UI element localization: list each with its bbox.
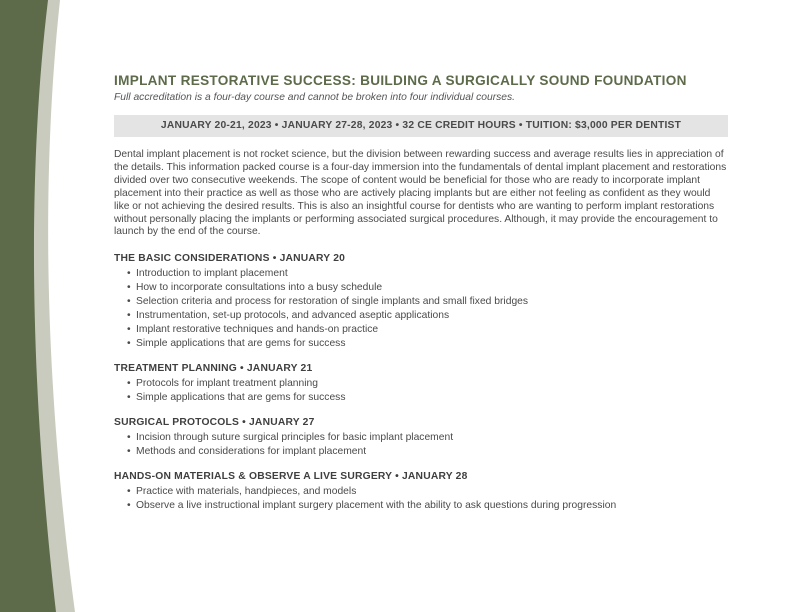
page-title: IMPLANT RESTORATIVE SUCCESS: BUILDING A SURGICALLY SOUND FOUNDATION	[114, 73, 687, 88]
list-item-text: Implant restorative techniques and hands-on practice	[136, 324, 379, 336]
document-content	[114, 72, 728, 513]
bullet: •	[127, 310, 131, 322]
list-item-text: Introduction to implant placement	[136, 268, 288, 280]
list-item	[114, 309, 728, 323]
topic-list	[114, 377, 728, 405]
section-basic-considerations	[114, 252, 728, 351]
list-item-text: Observe a live instructional implant surgery placement with the ability to ask questions during progression	[136, 500, 617, 512]
topic-list	[114, 267, 728, 351]
list-item	[114, 445, 728, 459]
list-item-text: Instrumentation, set-up protocols, and advanced aseptic applications	[136, 310, 450, 322]
topic-list	[114, 431, 728, 459]
list-item	[114, 499, 728, 513]
list-item-text: Incision through suture surgical principles for basic implant placement	[136, 432, 454, 444]
section-title: HANDS-ON MATERIALS & OBSERVE A LIVE SURGERY • JANUARY 28	[114, 471, 468, 483]
list-item-text: Practice with materials, handpieces, and models	[136, 486, 357, 498]
section-title: THE BASIC CONSIDERATIONS • JANUARY 20	[114, 253, 346, 265]
list-item	[114, 391, 728, 405]
intro-paragraph: Dental implant placement is not rocket science, but the division between rewarding success and average results lies in appreciation of the details. This information packed course is a four-day immersion into the fundamentals of dental implant placement and restorations divided over two consecutive weekends. The scope of content would be beneficial for those who are ready to incorporate implant placement into their practice as well as those who are actively placing implants but are either not feeling as confident as they would like or not achieving the desired results. This is also an insightful course for dentists who are wanting to perform implant restorations without personally placing the implants or performing associated surgical procedures. Although, it may provide the encouragement to launch by the end of the course.	[114, 149, 727, 238]
list-item-text: Simple applications that are gems for success	[136, 338, 346, 350]
list-item-text: How to incorporate consultations into a busy schedule	[136, 282, 383, 294]
bullet: •	[127, 432, 131, 444]
topic-list	[114, 485, 728, 513]
list-item	[114, 337, 728, 351]
list-item	[114, 281, 728, 295]
bullet: •	[127, 338, 131, 350]
bullet: •	[127, 486, 131, 498]
list-item	[114, 431, 728, 445]
section-hands-on-live-surgery	[114, 470, 728, 513]
section-title: SURGICAL PROTOCOLS • JANUARY 27	[114, 417, 315, 429]
list-item-text: Selection criteria and process for restoration of single implants and small fixed bridges	[136, 296, 529, 308]
bullet: •	[127, 392, 131, 404]
list-item	[114, 485, 728, 499]
bullet: •	[127, 378, 131, 390]
list-item	[114, 323, 728, 337]
section-treatment-planning	[114, 362, 728, 405]
list-item	[114, 267, 728, 281]
bullet: •	[127, 282, 131, 294]
list-item	[114, 377, 728, 391]
list-item-text: Protocols for implant treatment planning	[136, 378, 319, 390]
bullet: •	[127, 296, 131, 308]
accreditation-note: Full accreditation is a four-day course and cannot be broken into four individual courses.	[114, 92, 516, 103]
list-item	[114, 295, 728, 309]
section-surgical-protocols	[114, 416, 728, 459]
section-title: TREATMENT PLANNING • JANUARY 21	[114, 363, 313, 375]
dates-tuition-banner: JANUARY 20-21, 2023 • JANUARY 27-28, 2023 • 32 CE CREDIT HOURS • TUITION: $3,000 PER DENTIST	[114, 115, 728, 137]
bullet: •	[127, 500, 131, 512]
bullet: •	[127, 268, 131, 280]
list-item-text: Simple applications that are gems for success	[136, 392, 346, 404]
list-item-text: Methods and considerations for implant placement	[136, 446, 367, 458]
bullet: •	[127, 324, 131, 336]
bullet: •	[127, 446, 131, 458]
